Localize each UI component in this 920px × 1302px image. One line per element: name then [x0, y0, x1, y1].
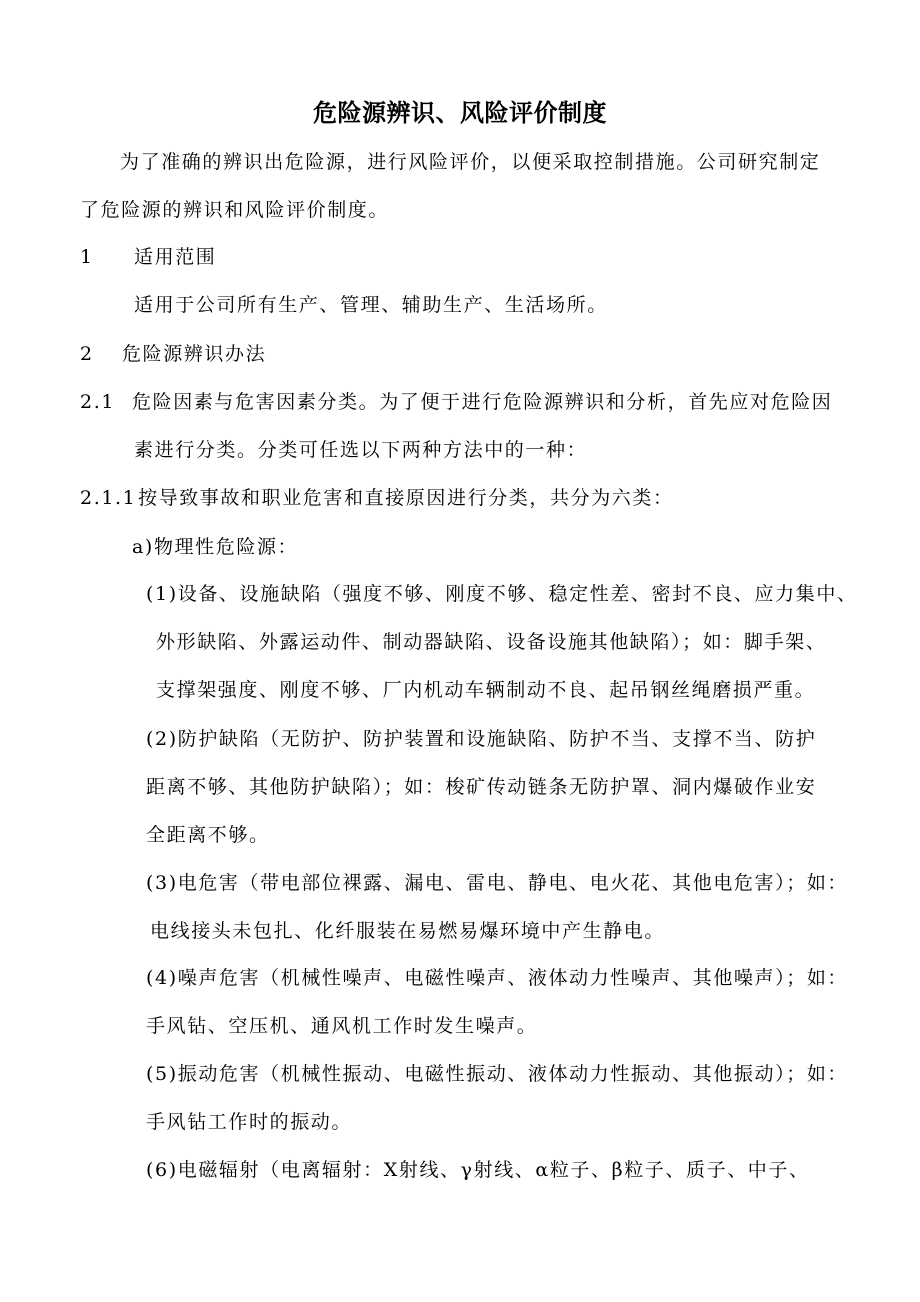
intro-line-2: 了危险源的辨识和风险评价制度。	[80, 199, 390, 221]
section-1-title: 适用范围	[134, 246, 217, 268]
item-5-line-2: 手风钻工作时的振动。	[146, 1111, 353, 1133]
item-2-line-1: (2)防护缺陷（无防护、防护装置和设施缺陷、防护不当、支撑不当、防护	[146, 728, 817, 750]
item-1-line-3: 支撑架强度、刚度不够、厂内机动车辆制动不良、起吊钢丝绳磨损严重。	[156, 679, 816, 701]
document-title: 危险源辨识、风险评价制度	[313, 99, 607, 127]
item-6-line-1: (6)电磁辐射（电离辐射：X射线、γ射线、α粒子、β粒子、质子、中子、	[146, 1159, 810, 1181]
section-2-number: 2	[80, 343, 94, 365]
section-2-1-1-text: 按导致事故和职业危害和直接原因进行分类，共分为六类：	[138, 487, 674, 509]
item-4-line-1: (4)噪声危害（机械性噪声、电磁性噪声、液体动力性噪声、其他噪声）；如：	[146, 967, 849, 989]
section-1-body: 适用于公司所有生产、管理、辅助生产、生活场所。	[134, 294, 608, 316]
section-2-1-text: 危险因素与危害因素分类。为了便于进行危险源辨识和分析，首先应对危险因	[132, 391, 833, 413]
item-4-line-2: 手风钻、空压机、通风机工作时发生噪声。	[146, 1015, 538, 1037]
intro-line-1: 为了准确的辨识出危险源，进行风险评价，以便采取控制措施。公司研究制定	[120, 151, 821, 173]
section-2-1-line-1	[80, 390, 832, 414]
section-2-1-1-number: 2.1.1	[80, 487, 137, 509]
item-1-line-1: (1)设备、设施缺陷（强度不够、刚度不够、稳定性差、密封不良、应力集中、	[146, 583, 858, 605]
item-2-line-2: 距离不够、其他防护缺陷）；如：梭矿传动链条无防护罩、洞内爆破作业安	[146, 776, 817, 798]
section-1-number: 1	[80, 246, 94, 268]
item-3-line-1: (3)电危害（带电部位裸露、漏电、雷电、静电、电火花、其他电危害）；如：	[146, 872, 849, 894]
item-5-line-1: (5)振动危害（机械性振动、电磁性振动、液体动力性振动、其他振动）；如：	[146, 1063, 849, 1085]
section-2-title: 危险源辨识办法	[122, 343, 267, 365]
item-3-line-2: 电线接头未包扎、化纤服装在易燃易爆环境中产生静电。	[150, 920, 666, 942]
section-2-1-1	[80, 486, 674, 510]
category-a-label: a)物理性危险源：	[132, 536, 299, 558]
item-2-line-3: 全距离不够。	[146, 824, 270, 846]
section-1-heading	[80, 245, 216, 269]
section-2-1-line-2: 素进行分类。分类可任选以下两种方法中的一种：	[134, 439, 588, 461]
item-1-line-2: 外形缺陷、外露运动件、制动器缺陷、设备设施其他缺陷）；如：脚手架、	[156, 631, 827, 653]
section-2-1-number: 2.1	[80, 391, 116, 413]
section-2-heading	[80, 342, 266, 366]
